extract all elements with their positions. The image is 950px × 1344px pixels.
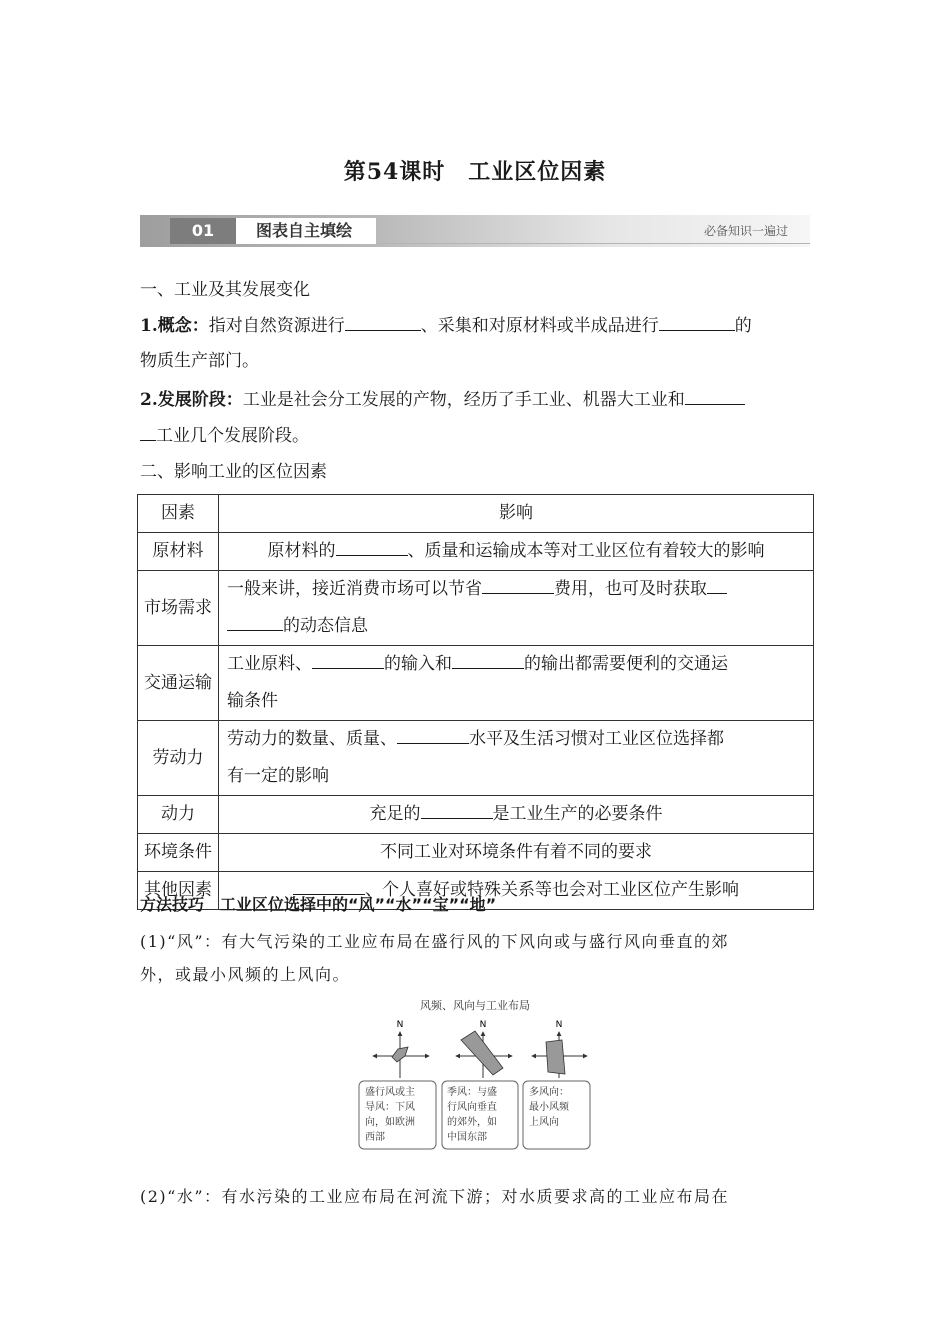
impact-text: 的输入和	[384, 654, 452, 674]
factor-cell: 劳动力	[138, 721, 219, 796]
impact-text: 、个人喜好或特殊关系等也会对工业区位产生影响	[365, 880, 739, 900]
paragraph-water-1: (2)“水”：有水污染的工业应布局在河流下游；对水质要求高的工业应布局在	[140, 1187, 730, 1206]
table-row	[138, 533, 814, 571]
banner-label: 图表自主填绘	[256, 221, 353, 240]
impact-text: 、质量和运输成本等对工业区位有着较大的影响	[407, 541, 765, 561]
table-row	[138, 721, 814, 796]
caption-text: 多风向：	[529, 1087, 569, 1098]
figure-title: 风频、风向与工业布局	[420, 999, 530, 1012]
factor-cell: 交通运输	[138, 646, 219, 721]
banner-number: 01	[170, 218, 236, 244]
impact-cell	[219, 721, 814, 796]
blank-field[interactable]	[345, 314, 421, 331]
header-impact: 影响	[219, 495, 814, 533]
table-row	[138, 834, 814, 872]
north-label: N	[479, 1020, 487, 1030]
wind-rose-shape	[392, 1047, 408, 1062]
impact-text: 充足的	[369, 804, 421, 824]
blank-field[interactable]	[140, 424, 156, 441]
section2-heading: 二、影响工业的区位因素	[140, 462, 327, 482]
caption-text: 上风向	[529, 1117, 559, 1128]
caption-text: 盛行风或主	[365, 1087, 415, 1098]
impact-text: 劳动力的数量、质量、	[227, 729, 397, 749]
concept-text-b: 、采集和对原材料或半成品进行	[420, 316, 659, 336]
stage-text-b: 工业几个发展阶段。	[156, 426, 309, 446]
table-row	[138, 646, 814, 721]
caption-text: 西部	[365, 1132, 385, 1143]
impact-text: 水平及生活习惯对工业区位选择都	[469, 729, 724, 749]
compass-diagram-1	[373, 1020, 429, 1078]
north-label: N	[555, 1020, 563, 1030]
stage-line-2	[140, 424, 812, 447]
impact-text: 是工业生产的必要条件	[492, 804, 663, 824]
impact-text: 工业原料、	[227, 654, 312, 674]
caption-text: 向，如欧洲	[365, 1117, 415, 1128]
blank-field[interactable]	[312, 652, 384, 669]
concept-label: 1.概念：	[140, 316, 209, 336]
impact-text: 原材料的	[267, 541, 336, 561]
blank-field[interactable]	[227, 614, 283, 631]
stage-line	[140, 388, 812, 411]
banner-tag: 必备知识一遍过	[703, 224, 788, 238]
table-header-row	[138, 495, 814, 533]
concept-text-c: 的	[734, 316, 752, 336]
factor-cell: 原材料	[138, 533, 219, 571]
blank-field[interactable]	[685, 388, 745, 405]
blank-field[interactable]	[336, 539, 408, 556]
caption-text: 行风向垂直	[447, 1102, 497, 1113]
impact-cell	[219, 646, 814, 721]
blank-field[interactable]	[421, 802, 493, 819]
concept-text-a: 指对自然资源进行	[208, 316, 345, 336]
paragraph-wind-1: (1)“风”：有大气污染的工业应布局在盛行风的下风向或与盛行风向垂直的郊	[140, 932, 730, 951]
impact-cell: 不同工业对环境条件有着不同的要求	[219, 834, 814, 872]
north-label: N	[396, 1020, 404, 1030]
impact-text: 有一定的影响	[227, 766, 329, 786]
impact-cell	[219, 571, 814, 646]
stage-text-a: 工业是社会分工发展的产物，经历了手工业、机器大工业和	[242, 390, 685, 410]
compass-diagram-3	[532, 1020, 587, 1078]
stage-label: 2.发展阶段：	[140, 390, 243, 410]
section1-heading: 一、工业及其发展变化	[140, 280, 310, 300]
factor-cell: 动力	[138, 796, 219, 834]
caption-text: 季风：与盛	[447, 1087, 497, 1098]
wind-rose-shape	[461, 1031, 503, 1075]
compass-diagram-2	[456, 1020, 512, 1078]
impact-text: 费用，也可及时获取	[554, 579, 707, 599]
factor-cell: 其他因素	[138, 872, 219, 910]
caption-text: 的郊外，如	[447, 1117, 497, 1128]
wind-layout-figure	[355, 998, 595, 1153]
table-row	[138, 571, 814, 646]
header-factor: 因素	[138, 495, 219, 533]
table-row	[138, 796, 814, 834]
blank-field[interactable]	[397, 727, 469, 744]
caption-text: 导风：下风	[365, 1102, 415, 1113]
blank-field[interactable]	[659, 314, 735, 331]
impact-text: 的输出都需要便利的交通运	[524, 654, 728, 674]
impact-text: 一般来讲，接近消费市场可以节省	[227, 579, 482, 599]
concept-line-2: 物质生产部门。	[140, 351, 259, 371]
paragraph-wind-2: 外，或最小风频的上风向。	[140, 965, 351, 984]
impact-text: 的动态信息	[283, 616, 368, 636]
factor-table	[137, 494, 814, 910]
section-banner	[140, 215, 810, 247]
blank-field[interactable]	[452, 652, 524, 669]
impact-cell	[219, 796, 814, 834]
concept-line	[140, 314, 812, 337]
blank-field[interactable]	[707, 577, 727, 594]
caption-text: 中国东部	[447, 1132, 487, 1143]
impact-cell	[219, 533, 814, 571]
impact-text: 输条件	[227, 691, 278, 711]
blank-field[interactable]	[482, 577, 554, 594]
banner-rule	[376, 243, 810, 244]
method-heading: 方法技巧 工业区位选择中的“风”“水”“宝”“地”	[140, 895, 497, 914]
wind-rose-shape	[546, 1040, 565, 1074]
caption-text: 最小风频	[529, 1102, 569, 1113]
factor-cell: 市场需求	[138, 571, 219, 646]
factor-cell: 环境条件	[138, 834, 219, 872]
page-title: 第54课时 工业区位因素	[343, 159, 607, 185]
